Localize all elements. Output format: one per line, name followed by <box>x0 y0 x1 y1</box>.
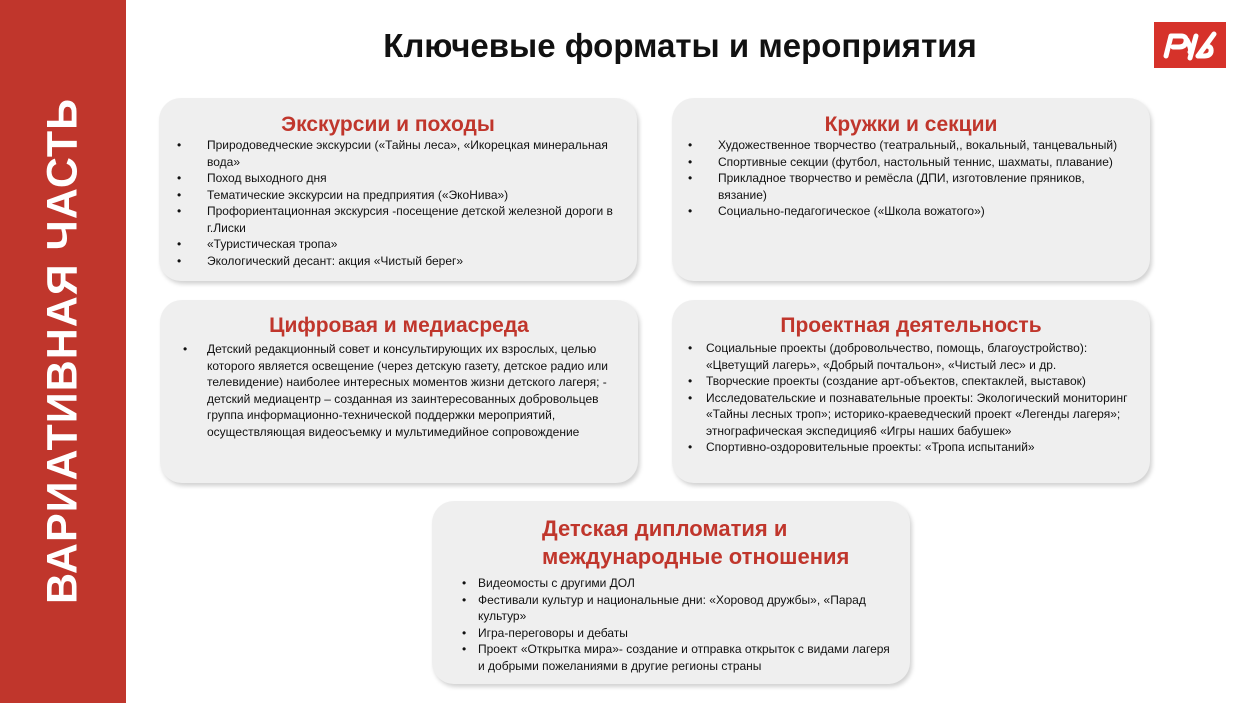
card-list <box>207 137 617 269</box>
list-item: • «Туристическая тропа» <box>207 236 617 253</box>
card-title: Проектная деятельность <box>780 314 1042 337</box>
sidebar-label: ВАРИАТИВНАЯ ЧАСТЬ <box>38 98 87 604</box>
list-item: • Игра-переговоры и дебаты <box>478 625 890 642</box>
list-item: • Детский редакционный совет и консультирующих их взрослых, целью которого является освещение (через детскую газету, детское радио или телевидение) наиболее интересных моментов жизни детского лагеря; - детский медиацентр – созданная из заинтересованных добровольцев группа информационно-технической поддержки мероприятий, осуществляющая видеосъемку и мультимедийное сопровождение <box>207 341 618 440</box>
card-digital-media <box>160 300 638 483</box>
list-item: • Исследовательские и познавательные проекты: Экологический мониторинг «Тайны лесных троп»; историко-краеведческий проект «Легенды лагеря»; этнографическая экспедиция6 «Игры наших бабушек» <box>706 390 1136 440</box>
card-projects <box>672 300 1150 483</box>
list-item: • Проект «Открытка мира»- создание и отправка открыток с видами лагеря и добрыми пожеланиями в другие регионы страны <box>478 641 890 674</box>
card-list <box>207 341 618 440</box>
list-item: • Поход выходного дня <box>207 170 617 187</box>
list-item: • Фестивали культур и национальные дни: «Хоровод дружбы», «Парад культур» <box>478 592 890 625</box>
card-list <box>706 340 1136 456</box>
list-item: • Природоведческие экскурсии («Тайны леса», «Икорецкая минеральная вода» <box>207 137 617 170</box>
rzd-logo <box>1154 22 1226 68</box>
list-item: • Социальные проекты (добровольчество, помощь, благоустройство): «Цветущий лагерь», «Добрый почтальон», «Чистый лес» и др. <box>706 340 1136 373</box>
page-title: Ключевые форматы и мероприятия <box>383 27 977 64</box>
card-title: Экскурсии и походы <box>281 113 495 136</box>
sidebar-banner <box>0 0 126 703</box>
card-title: Цифровая и медиасреда <box>269 314 529 337</box>
list-item: • Прикладное творчество и ремёсла (ДПИ, изготовление пряников, вязание) <box>718 170 1120 203</box>
rzd-logo-icon <box>1154 22 1226 68</box>
card-clubs <box>672 98 1150 281</box>
list-item: • Социально-педагогическое («Школа вожатого») <box>718 203 1120 220</box>
list-item: • Спортивные секции (футбол, настольный теннис, шахматы, плавание) <box>718 154 1120 171</box>
list-item: • Профориентационная экскурсия -посещение детской железной дороги в г.Лиски <box>207 203 617 236</box>
card-title: Кружки и секции <box>824 113 998 136</box>
card-title <box>542 515 890 571</box>
list-item: • Экологический десант: акция «Чистый берег» <box>207 253 617 270</box>
card-diplomacy <box>432 501 910 684</box>
card-list <box>478 575 890 674</box>
list-item: • Спортивно-оздоровительные проекты: «Тропа испытаний» <box>706 439 1136 456</box>
list-item: • Творческие проекты (создание арт-объектов, спектаклей, выставок) <box>706 373 1136 390</box>
card-title-line: международные отношения <box>542 544 850 569</box>
card-title-line: Детская дипломатия и <box>542 516 788 541</box>
card-excursions <box>159 98 637 281</box>
list-item: • Художественное творчество (театральный,, вокальный, танцевальный) <box>718 137 1120 154</box>
list-item: • Тематические экскурсии на предприятия («ЭкоНива») <box>207 187 617 204</box>
card-list <box>718 137 1120 220</box>
list-item: • Видеомосты с другими ДОЛ <box>478 575 890 592</box>
